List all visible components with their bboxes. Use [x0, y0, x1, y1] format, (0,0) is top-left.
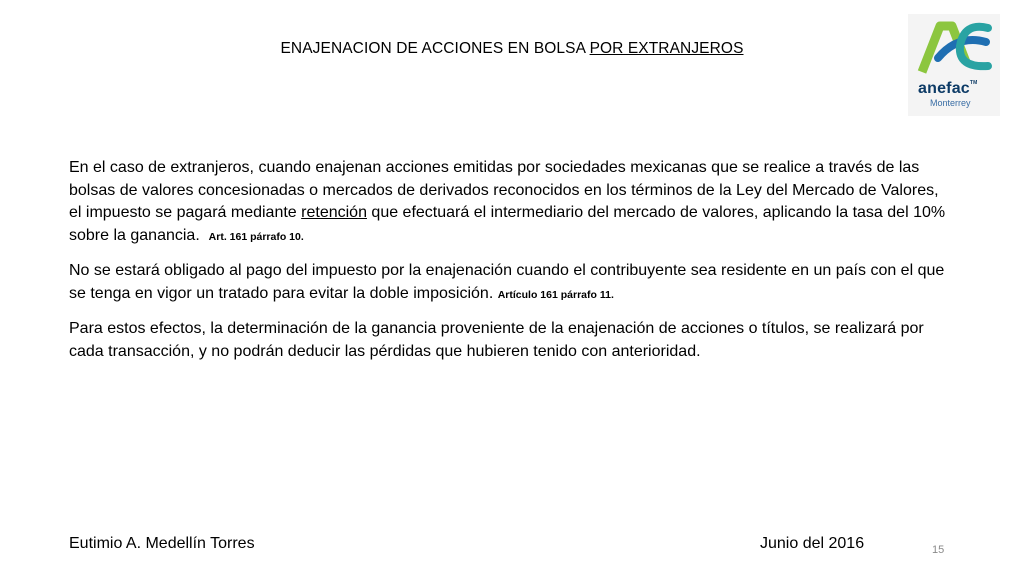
anefac-logo: [908, 14, 1000, 116]
slide-title-main: ENAJENACION DE ACCIONES EN BOLSA: [280, 40, 590, 57]
slide-title: [0, 40, 1024, 58]
anefac-logo-text: anefac™: [918, 80, 978, 97]
paragraph-1: En el caso de extranjeros, cuando enajenan acciones emitidas por sociedades mexicanas que se realice a través de las bolsas de valores concesionadas o mercados de derivados reconocidos en los términos de la Ley del Mercado de Valores, el impuesto se pagará mediante retención que efectuará el intermediario del mercado de valores, aplicando la tasa del 10% sobre la ganancia. Art. 161 párrafo 10.: [69, 159, 946, 244]
paragraph-3: Para estos efectos, la determinación de la ganancia proveniente de la enajenación de acciones o títulos, se realizará por cada transacción, y no podrán deducir las pérdidas que hubieren tenido con anterioridad.: [69, 320, 924, 360]
anefac-logo-subtitle: Monterrey: [930, 98, 971, 108]
paragraph-2: No se estará obligado al pago del impuesto por la enajenación cuando el contribuyente sea residente en un país con el que se tenga en vigor un tratado para evitar la doble imposición. Artículo 161 párrafo 11.: [69, 262, 945, 302]
footer-author: Eutimio A. Medellín Torres: [69, 535, 255, 552]
legal-reference-1: Art. 161 párrafo 10.: [208, 230, 304, 243]
anefac-logo-mark: [908, 14, 1000, 84]
page-number: 15: [932, 544, 945, 556]
slide-body: [69, 157, 949, 375]
footer-date: Junio del 2016: [760, 535, 865, 552]
underlined-retencion: retención: [301, 204, 367, 221]
slide-title-underlined: POR EXTRANJEROS: [589, 40, 744, 57]
legal-reference-2: Artículo 161 párrafo 11: [497, 288, 611, 301]
